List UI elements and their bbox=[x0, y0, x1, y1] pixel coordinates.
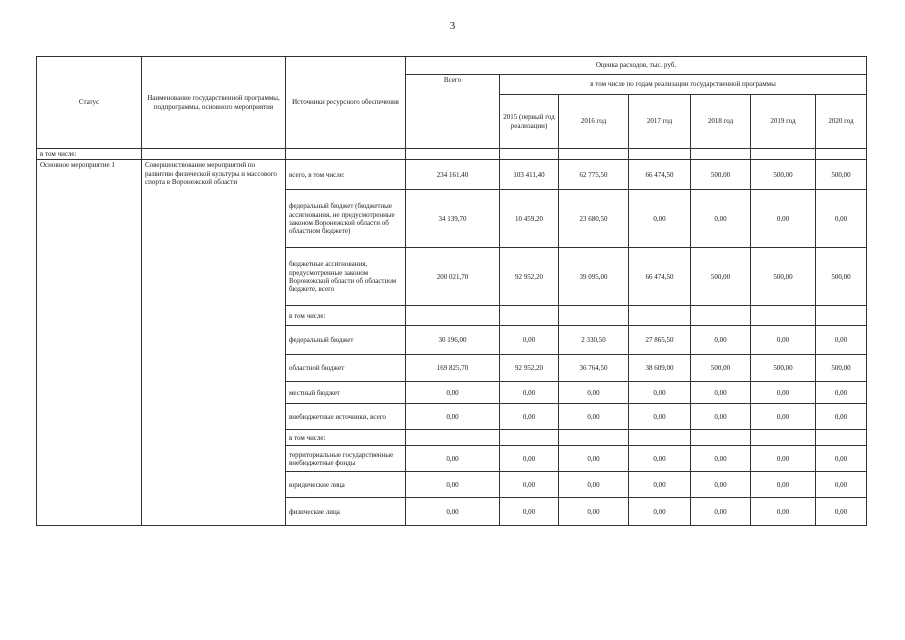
source-cell: бюджетные ассигнования, предусмотренные законом Воронежской области об областном бюджете, всего bbox=[286, 248, 406, 306]
year-value-cell: 39 095,00 bbox=[559, 248, 629, 306]
header-year-2016: 2016 год bbox=[559, 95, 629, 149]
year-value-cell: 38 609,00 bbox=[629, 355, 691, 382]
source-cell: областной бюджет bbox=[286, 355, 406, 382]
source-cell: внебюджетные источники, всего bbox=[286, 404, 406, 430]
year-value-cell: 27 865,50 bbox=[629, 326, 691, 355]
year-value-cell: 0,00 bbox=[629, 404, 691, 430]
total-value-cell: 0,00 bbox=[406, 382, 500, 404]
year-value-cell: 0,00 bbox=[559, 404, 629, 430]
header-by-years: в том числе по годам реализации государственной программы bbox=[500, 75, 867, 95]
year-value-cell: 0,00 bbox=[751, 446, 816, 472]
year-value-cell: 0,00 bbox=[629, 472, 691, 498]
year-value-cell bbox=[691, 430, 751, 446]
year-value-cell bbox=[691, 306, 751, 326]
header-year-2017: 2017 год bbox=[629, 95, 691, 149]
total-value-cell bbox=[406, 430, 500, 446]
year-value-cell: 0,00 bbox=[559, 472, 629, 498]
year-value-cell: 0,00 bbox=[751, 190, 816, 248]
year-value-cell: 0,00 bbox=[691, 382, 751, 404]
year-value-cell: 36 764,50 bbox=[559, 355, 629, 382]
year-value-cell: 0,00 bbox=[691, 446, 751, 472]
year-value-cell: 0,00 bbox=[691, 472, 751, 498]
year-value-cell bbox=[816, 306, 867, 326]
year-value-cell bbox=[751, 430, 816, 446]
header-sources: Источники ресурсного обеспечения bbox=[286, 57, 406, 149]
year-value-cell bbox=[559, 306, 629, 326]
year-value-cell: 0,00 bbox=[500, 446, 559, 472]
year-value-cell: 0,00 bbox=[629, 190, 691, 248]
year-value-cell: 0,00 bbox=[500, 326, 559, 355]
total-value-cell: 30 196,00 bbox=[406, 326, 500, 355]
table-row bbox=[37, 160, 867, 190]
header-year-2020: 2020 год bbox=[816, 95, 867, 149]
program-name-cell: Совершенствование мероприятий по развитию физической культуры и массового спорта в Воронежской области bbox=[142, 160, 286, 526]
year-value-cell: 92 952,20 bbox=[500, 355, 559, 382]
header-year-2015: 2015 (первый год реализации) bbox=[500, 95, 559, 149]
header-name: Наименование государственной программы, подпрограммы, основного мероприятия bbox=[142, 57, 286, 149]
year-value-cell: 0,00 bbox=[816, 472, 867, 498]
expenses-table bbox=[36, 56, 867, 526]
year-value-cell: 0,00 bbox=[816, 190, 867, 248]
source-cell: федеральный бюджет (бюджетные ассигнования, не предусмотренные законом Воронежской области об областном бюджете) bbox=[286, 190, 406, 248]
year-value-cell: 0,00 bbox=[691, 404, 751, 430]
year-value-cell: 0,00 bbox=[500, 382, 559, 404]
year-value-cell: 0,00 bbox=[500, 498, 559, 526]
year-value-cell bbox=[629, 430, 691, 446]
source-cell: территориальные государственные внебюджетные фонды bbox=[286, 446, 406, 472]
page-number: 3 bbox=[449, 20, 456, 32]
year-value-cell: 0,00 bbox=[691, 498, 751, 526]
year-value-cell: 0,00 bbox=[629, 446, 691, 472]
year-value-cell: 500,00 bbox=[751, 160, 816, 190]
year-value-cell: 0,00 bbox=[691, 190, 751, 248]
source-cell: местный бюджет bbox=[286, 382, 406, 404]
year-value-cell: 0,00 bbox=[629, 382, 691, 404]
year-value-cell: 500,00 bbox=[691, 160, 751, 190]
year-value-cell: 0,00 bbox=[691, 326, 751, 355]
total-value-cell: 0,00 bbox=[406, 498, 500, 526]
header-status: Статус bbox=[37, 57, 142, 149]
year-value-cell: 0,00 bbox=[559, 382, 629, 404]
total-value-cell: 34 139,70 bbox=[406, 190, 500, 248]
year-value-cell: 0,00 bbox=[816, 382, 867, 404]
source-cell: всего, в том числе: bbox=[286, 160, 406, 190]
year-value-cell: 66 474,50 bbox=[629, 160, 691, 190]
year-value-cell: 103 411,40 bbox=[500, 160, 559, 190]
year-value-cell: 23 680,50 bbox=[559, 190, 629, 248]
total-value-cell bbox=[406, 306, 500, 326]
total-value-cell: 234 161,40 bbox=[406, 160, 500, 190]
source-cell: в том числе: bbox=[286, 430, 406, 446]
total-value-cell: 169 825,70 bbox=[406, 355, 500, 382]
year-value-cell: 500,00 bbox=[816, 248, 867, 306]
year-value-cell: 0,00 bbox=[816, 446, 867, 472]
header-year-2018: 2018 год bbox=[691, 95, 751, 149]
header-year-2019: 2019 год bbox=[751, 95, 816, 149]
year-value-cell: 0,00 bbox=[751, 326, 816, 355]
year-value-cell: 0,00 bbox=[816, 498, 867, 526]
year-value-cell: 0,00 bbox=[751, 498, 816, 526]
year-value-cell: 500,00 bbox=[816, 160, 867, 190]
year-value-cell: 0,00 bbox=[629, 498, 691, 526]
total-value-cell: 0,00 bbox=[406, 472, 500, 498]
year-value-cell bbox=[500, 430, 559, 446]
year-value-cell: 0,00 bbox=[751, 472, 816, 498]
year-value-cell bbox=[629, 306, 691, 326]
year-value-cell: 0,00 bbox=[751, 404, 816, 430]
year-value-cell: 62 775,50 bbox=[559, 160, 629, 190]
section-label: в том числе: bbox=[37, 149, 142, 160]
year-value-cell bbox=[559, 430, 629, 446]
year-value-cell: 0,00 bbox=[559, 498, 629, 526]
year-value-cell: 500,00 bbox=[816, 355, 867, 382]
source-cell: физические лица bbox=[286, 498, 406, 526]
year-value-cell: 92 952,20 bbox=[500, 248, 559, 306]
year-value-cell: 500,00 bbox=[751, 248, 816, 306]
year-value-cell bbox=[751, 306, 816, 326]
year-value-cell: 0,00 bbox=[500, 472, 559, 498]
year-value-cell: 500,00 bbox=[691, 248, 751, 306]
year-value-cell: 0,00 bbox=[559, 446, 629, 472]
total-value-cell: 200 021,70 bbox=[406, 248, 500, 306]
header-estimate: Оценка расходов, тыс. руб. bbox=[406, 57, 867, 75]
status-cell: Основное мероприятие 1 bbox=[37, 160, 142, 526]
year-value-cell: 0,00 bbox=[816, 404, 867, 430]
total-value-cell: 0,00 bbox=[406, 404, 500, 430]
header-total: Всего bbox=[406, 75, 500, 149]
year-value-cell: 0,00 bbox=[816, 326, 867, 355]
year-value-cell: 0,00 bbox=[500, 404, 559, 430]
year-value-cell: 10 459,20 bbox=[500, 190, 559, 248]
source-cell: юридические лица bbox=[286, 472, 406, 498]
year-value-cell: 66 474,50 bbox=[629, 248, 691, 306]
source-cell: в том числе: bbox=[286, 306, 406, 326]
year-value-cell: 500,00 bbox=[691, 355, 751, 382]
year-value-cell: 500,00 bbox=[751, 355, 816, 382]
year-value-cell bbox=[500, 306, 559, 326]
year-value-cell bbox=[816, 430, 867, 446]
total-value-cell: 0,00 bbox=[406, 446, 500, 472]
year-value-cell: 0,00 bbox=[751, 382, 816, 404]
source-cell: федеральный бюджет bbox=[286, 326, 406, 355]
year-value-cell: 2 330,50 bbox=[559, 326, 629, 355]
